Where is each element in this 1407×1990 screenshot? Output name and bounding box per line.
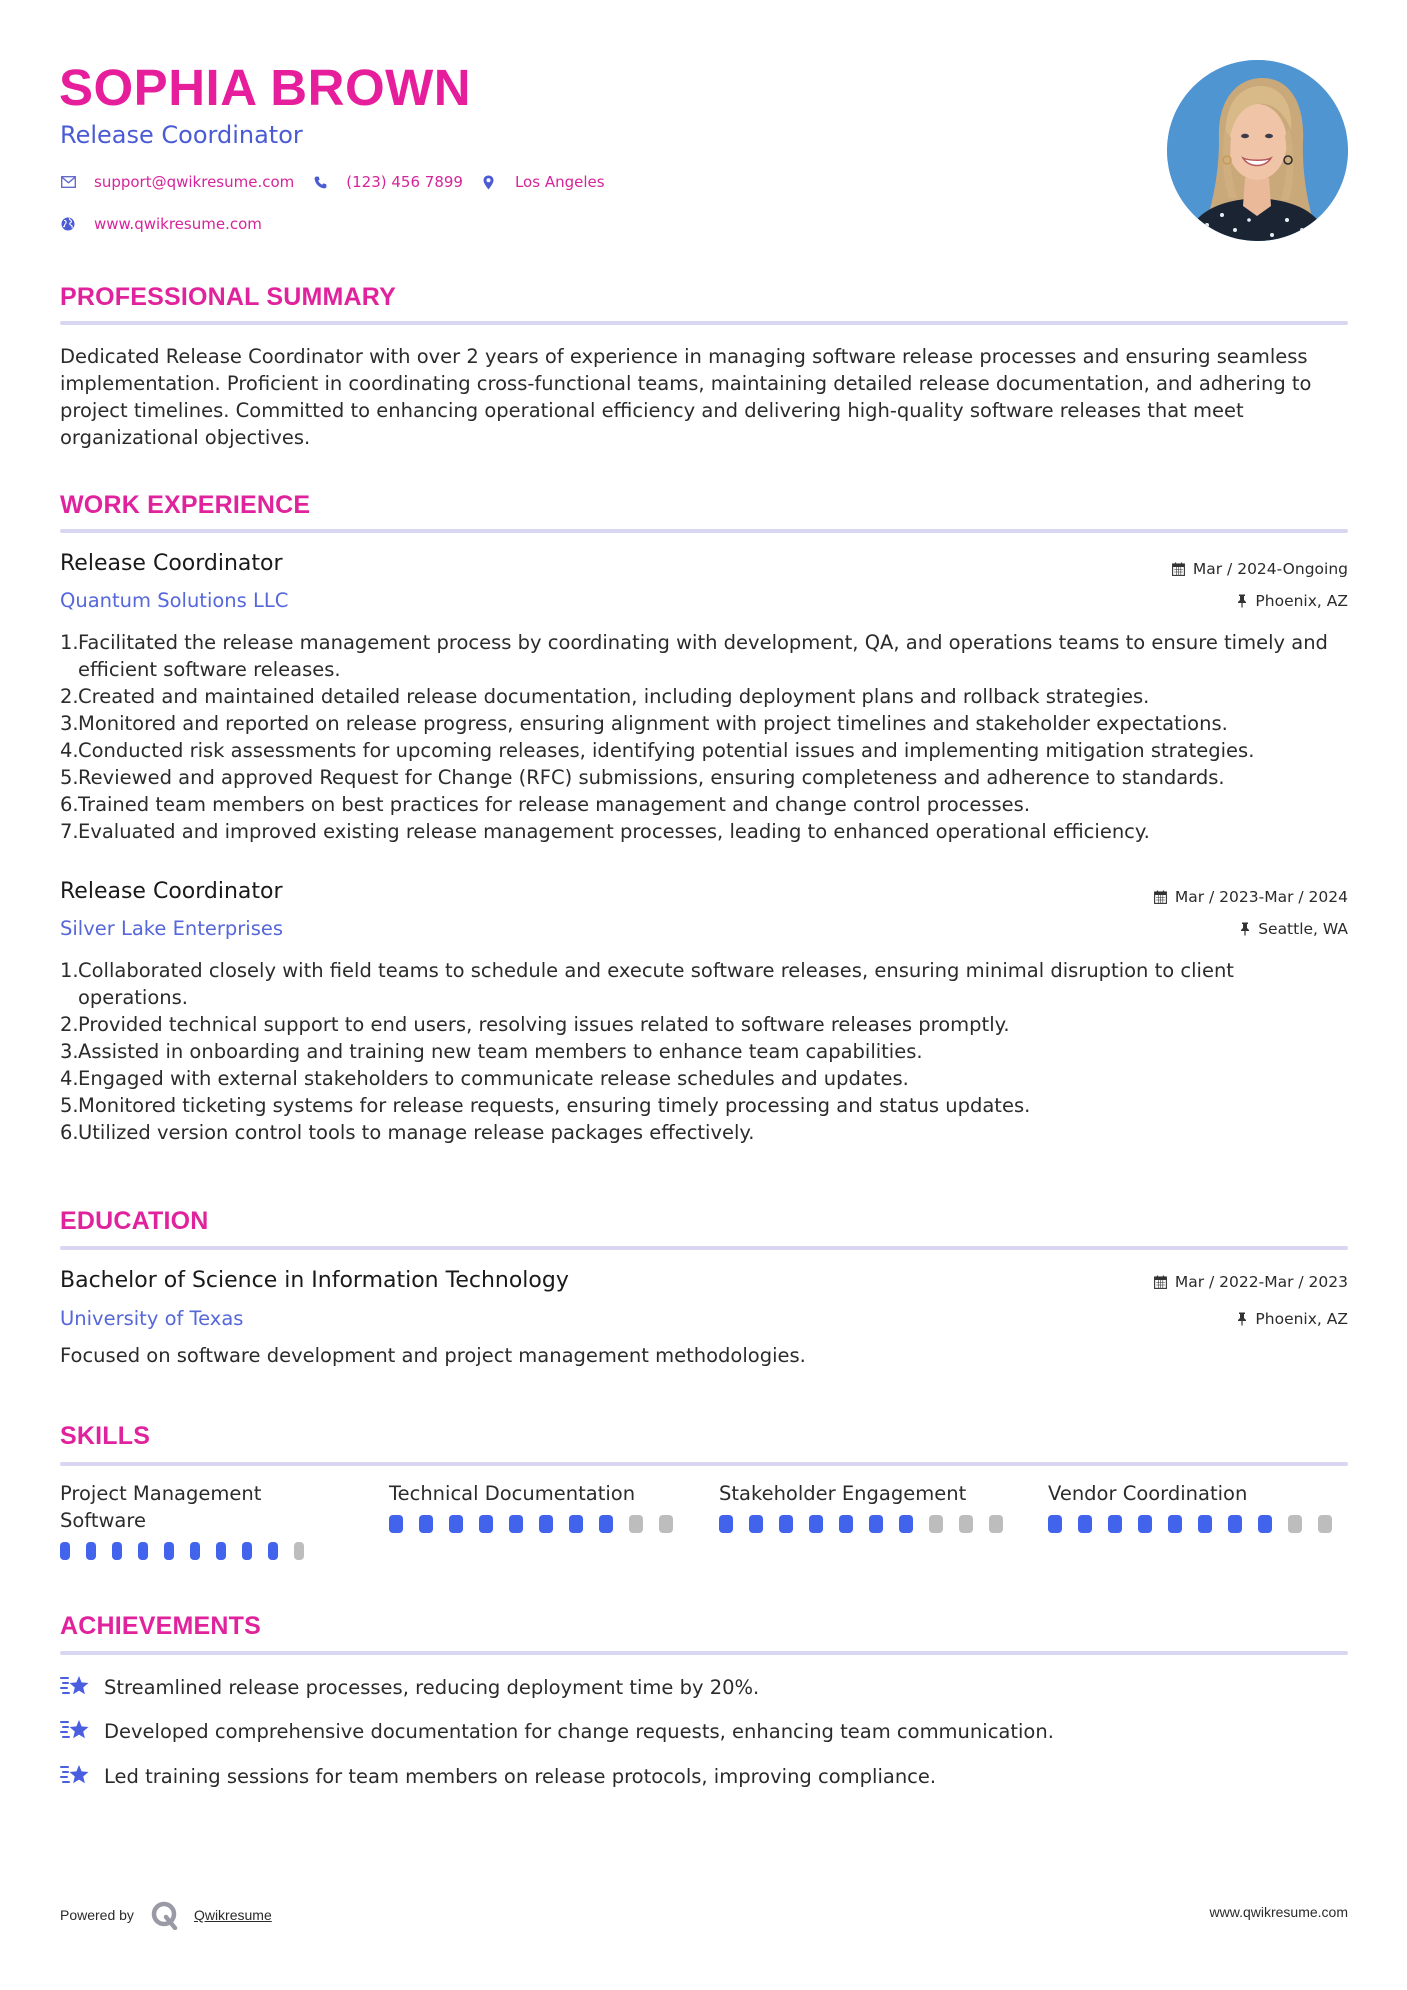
list-item: 1. Facilitated the release management process by coordinating with development, QA, and operations teams to ensure timely and efficient software releases.: [60, 631, 1328, 681]
rating-dot-filled: [839, 1515, 853, 1533]
powered-by-label: Powered by: [60, 1907, 134, 1923]
list-item: 6. Trained team members on best practices for release management and change control processes.: [60, 793, 1031, 816]
section-title-achievements: ACHIEVEMENTS: [60, 1612, 262, 1640]
company-name: Quantum Solutions LLC: [60, 589, 289, 612]
section-divider: [60, 529, 1348, 533]
skill-name: Vendor Coordination: [1048, 1482, 1248, 1505]
achievement-item: [60, 1762, 936, 1790]
pushpin-icon: [1237, 594, 1247, 608]
section-divider: [60, 1462, 1348, 1466]
list-item: 4. Engaged with external stakeholders to communicate release schedules and updates.: [60, 1067, 909, 1090]
contact-website[interactable]: [60, 215, 262, 233]
contact-location: [481, 173, 605, 191]
rating-dot-filled: [539, 1515, 553, 1533]
rating-dot-filled: [1078, 1515, 1092, 1533]
job-bullets: [60, 957, 1350, 1146]
location-text: Phoenix, AZ: [1255, 592, 1348, 610]
rating-dot-filled: [86, 1542, 96, 1560]
skill-rating: [389, 1515, 689, 1533]
school-name: University of Texas: [60, 1307, 244, 1330]
list-item: 5. Reviewed and approved Request for Change (RFC) submissions, ensuring completeness and adherence to standards.: [60, 766, 1225, 789]
rating-dot-filled: [779, 1515, 793, 1533]
shooting-star-icon: [60, 1717, 92, 1745]
summary-text: Dedicated Release Coordinator with over 2 years of experience in managing software release processes and ensuring seamless implementation. Proficient in coordinating cross-functional teams, maintaining detailed release documentation, and adhering to project timelines. Committed to enhancing operational efficiency and delivering high-quality software releases that meet organizational objectives.: [60, 345, 1312, 449]
rating-dot-empty: [929, 1515, 943, 1533]
website-text: www.qwikresume.com: [94, 215, 262, 233]
rating-dot-filled: [599, 1515, 613, 1533]
job-title: Release Coordinator: [60, 551, 283, 576]
rating-dot-filled: [869, 1515, 883, 1533]
rating-dot-filled: [242, 1542, 252, 1560]
rating-dot-filled: [190, 1542, 200, 1560]
pushpin-icon: [1237, 1312, 1247, 1326]
skill-name: Stakeholder Engagement: [719, 1482, 967, 1505]
location-text: Los Angeles: [514, 173, 605, 191]
skill-name: Technical Documentation: [389, 1482, 636, 1505]
person-portrait-icon: [1167, 60, 1348, 241]
rating-dot-empty: [989, 1515, 1003, 1533]
contact-email[interactable]: [60, 173, 294, 191]
rating-dot-empty: [1288, 1515, 1302, 1533]
rating-dot-filled: [569, 1515, 583, 1533]
candidate-name: SOPHIA BROWN: [59, 59, 472, 116]
rating-dot-filled: [1108, 1515, 1122, 1533]
skill-rating: [719, 1515, 1019, 1533]
skill-item: [719, 1480, 1019, 1533]
job-dates: [1172, 558, 1348, 580]
job-location: [1240, 918, 1348, 940]
envelope-icon: [60, 174, 76, 190]
list-item: 3. Monitored and reported on release progress, ensuring alignment with project timelines and stakeholder expectations.: [60, 712, 1228, 735]
rating-dot-filled: [138, 1542, 148, 1560]
list-item: 3. Assisted in onboarding and training new team members to enhance team capabilities.: [60, 1040, 923, 1063]
degree-title: Bachelor of Science in Information Technology: [60, 1268, 569, 1293]
contact-phone[interactable]: [312, 173, 463, 191]
profile-photo: [1167, 60, 1348, 241]
skill-item: [60, 1480, 320, 1560]
education-location: [1237, 1308, 1348, 1330]
job-title: Release Coordinator: [60, 879, 283, 904]
phone-text: (123) 456 7899: [346, 173, 463, 191]
list-item: 4. Conducted risk assessments for upcoming releases, identifying potential issues and implementing mitigation strategies.: [60, 739, 1255, 762]
rating-dot-filled: [389, 1515, 403, 1533]
rating-dot-filled: [1138, 1515, 1152, 1533]
section-divider: [60, 1246, 1348, 1250]
contact-row-2: [60, 215, 278, 233]
location-text: Seattle, WA: [1258, 920, 1348, 938]
education-description: Focused on software development and project management methodologies.: [60, 1344, 806, 1367]
dates-text: Mar / 2024-Ongoing: [1192, 560, 1348, 578]
rating-dot-filled: [1258, 1515, 1272, 1533]
calendar-icon: [1154, 890, 1167, 904]
rating-dot-filled: [164, 1542, 174, 1560]
rating-dot-filled: [749, 1515, 763, 1533]
rating-dot-filled: [509, 1515, 523, 1533]
achievement-text: Developed comprehensive documentation for change requests, enhancing team communication.: [104, 1719, 1054, 1743]
rating-dot-filled: [419, 1515, 433, 1533]
rating-dot-filled: [1198, 1515, 1212, 1533]
job-bullets: [60, 629, 1350, 845]
rating-dot-filled: [809, 1515, 823, 1533]
phone-icon: [312, 174, 328, 190]
list-item: 2. Provided technical support to end users, resolving issues related to software releases promptly.: [60, 1013, 1010, 1036]
company-name: Silver Lake Enterprises: [60, 917, 284, 940]
list-item: 6. Utilized version control tools to manage release packages effectively.: [60, 1121, 755, 1144]
pushpin-icon: [1240, 922, 1250, 936]
footer-website[interactable]: www.qwikresume.com: [1209, 1904, 1348, 1920]
list-item: 5. Monitored ticketing systems for release requests, ensuring timely processing and status updates.: [60, 1094, 1031, 1117]
rating-dot-filled: [216, 1542, 226, 1560]
shooting-star-icon: [60, 1762, 92, 1790]
globe-icon: [60, 216, 76, 232]
rating-dot-filled: [112, 1542, 122, 1560]
skill-item: [1048, 1480, 1348, 1533]
rating-dot-filled: [1168, 1515, 1182, 1533]
section-title-skills: SKILLS: [60, 1422, 151, 1450]
rating-dot-filled: [449, 1515, 463, 1533]
rating-dot-empty: [1318, 1515, 1332, 1533]
email-text: support@qwikresume.com: [94, 173, 295, 191]
achievement-text: Streamlined release processes, reducing deployment time by 20%.: [104, 1675, 760, 1699]
rating-dot-filled: [268, 1542, 278, 1560]
skill-rating: [60, 1542, 320, 1560]
qwikresume-link[interactable]: Qwikresume: [193, 1907, 272, 1923]
rating-dot-empty: [629, 1515, 643, 1533]
shooting-star-icon: [60, 1673, 92, 1701]
skill-rating: [1048, 1515, 1348, 1533]
job-dates: [1154, 886, 1348, 908]
powered-by: [60, 1900, 272, 1930]
section-title-education: EDUCATION: [60, 1207, 209, 1235]
achievement-text: Led training sessions for team members on release protocols, improving compliance.: [104, 1764, 937, 1788]
list-item: 2. Created and maintained detailed release documentation, including deployment plans and rollback strategies.: [60, 685, 1150, 708]
calendar-icon: [1172, 562, 1185, 576]
section-divider: [60, 1651, 1348, 1655]
rating-dot-filled: [1048, 1515, 1062, 1533]
skill-item: [389, 1480, 689, 1533]
section-title-summary: PROFESSIONAL SUMMARY: [60, 283, 396, 311]
rating-dot-filled: [479, 1515, 493, 1533]
achievement-item: [60, 1673, 759, 1701]
qwikresume-logo-icon: [150, 1900, 180, 1930]
rating-dot-empty: [294, 1542, 304, 1560]
list-item: 1. Collaborated closely with field teams to schedule and execute software releases, ensuring minimal disruption to client operations.: [60, 959, 1234, 1009]
section-title-experience: WORK EXPERIENCE: [60, 491, 311, 519]
section-divider: [60, 321, 1348, 325]
rating-dot-filled: [60, 1542, 70, 1560]
list-item: 7. Evaluated and improved existing release management processes, leading to enhanced operational efficiency.: [60, 820, 1150, 843]
location-text: Phoenix, AZ: [1255, 1310, 1348, 1328]
skill-name: Project Management Software: [60, 1482, 262, 1532]
candidate-role: Release Coordinator: [60, 121, 303, 149]
dates-text: Mar / 2023-Mar / 2024: [1174, 888, 1348, 906]
contact-row-1: [60, 173, 621, 191]
calendar-icon: [1154, 1275, 1167, 1289]
rating-dot-filled: [899, 1515, 913, 1533]
achievement-item: [60, 1717, 1054, 1745]
job-location: [1237, 590, 1348, 612]
education-dates: [1154, 1271, 1348, 1293]
dates-text: Mar / 2022-Mar / 2023: [1174, 1273, 1348, 1291]
map-pin-icon: [481, 174, 497, 190]
rating-dot-filled: [719, 1515, 733, 1533]
rating-dot-filled: [1228, 1515, 1242, 1533]
rating-dot-empty: [659, 1515, 673, 1533]
rating-dot-empty: [959, 1515, 973, 1533]
